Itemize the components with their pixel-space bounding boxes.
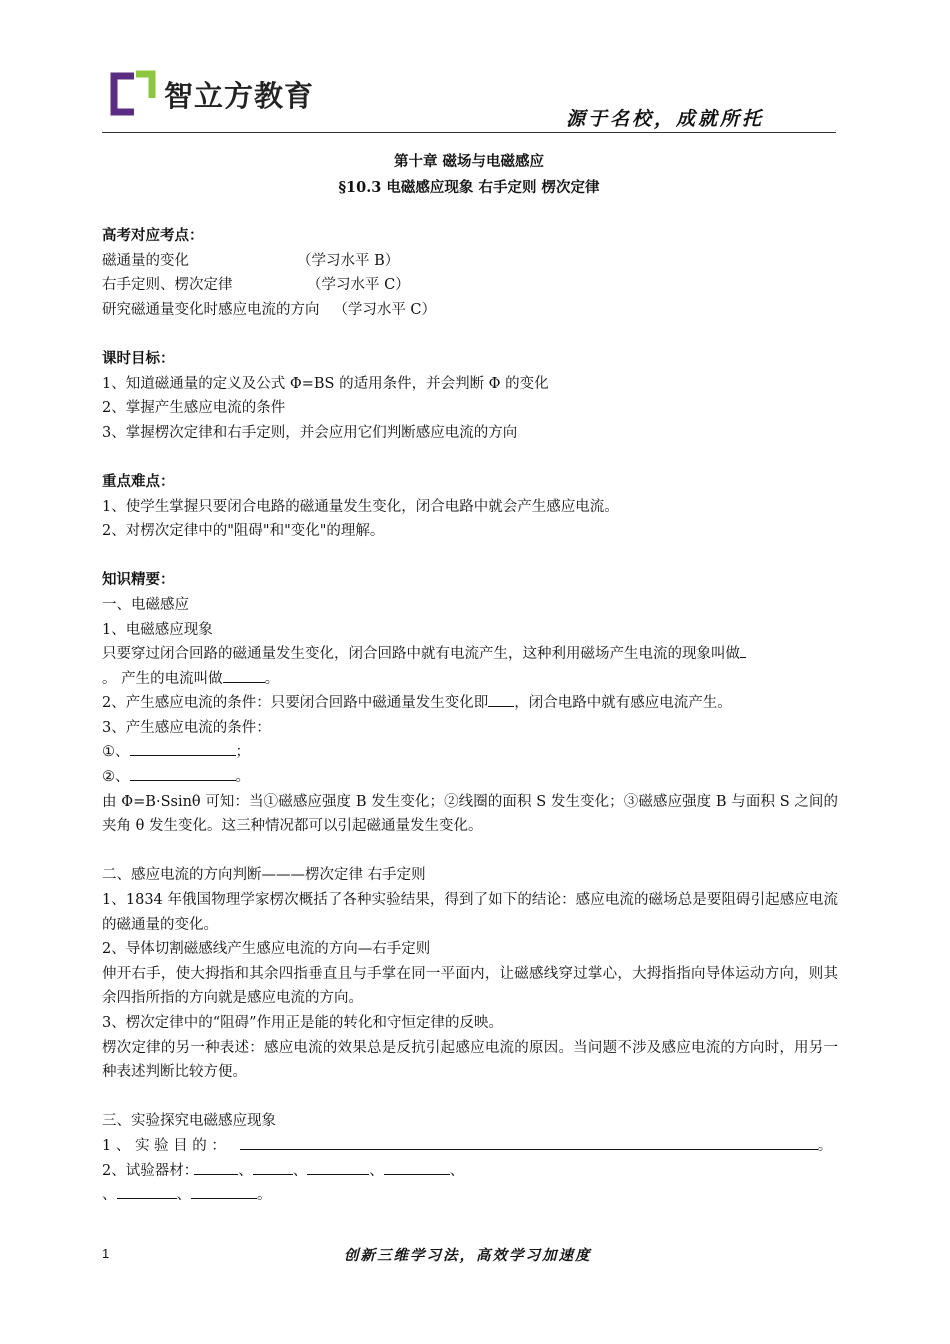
footer-slogan: 创新三维学习法，高效学习加速度	[344, 1247, 592, 1264]
goal-item: 3、掌握楞次定律和右手定则，并会应用它们判断感应电流的方向	[102, 424, 518, 441]
chapter-title: 第十章 磁场与电磁感应	[393, 153, 545, 170]
blank	[488, 692, 514, 707]
blank	[307, 1160, 369, 1175]
header-slogan: 源于名校，成就所托	[565, 108, 764, 130]
p3-title: 3、产生感应电流的条件：	[102, 719, 271, 736]
blank	[194, 1160, 238, 1175]
blank	[223, 668, 265, 683]
exam-point-item: 磁通量的变化 （学习水平 B）	[102, 252, 400, 269]
knowledge-heading: 知识精要：	[102, 571, 175, 589]
blank	[130, 741, 236, 756]
part2-title: 二、感应电流的方向判断———楞次定律 右手定则	[102, 867, 426, 884]
experiment-equipment-cont: 、 、 。	[102, 1183, 838, 1208]
p21-text: 1、1834 年俄国物理学家楞次概括了各种实验结果，得到了如下的结论：感应电流的磁场总是要阻碍引起感应电流的磁通量的变化。	[102, 892, 838, 933]
logo	[104, 68, 314, 120]
goals-heading: 课时目标：	[102, 349, 175, 367]
p22-title: 2、导体切割磁感线产生感应电流的方向—右手定则	[102, 941, 431, 958]
experiment-purpose: 1 、 实 验 目 的 ： 。	[102, 1134, 838, 1159]
blank	[130, 766, 236, 781]
exam-point-item: 右手定则、楞次定律 （学习水平 C）	[102, 277, 410, 294]
key-points-heading: 重点难点：	[102, 472, 175, 490]
blank	[191, 1184, 257, 1199]
main-content	[102, 224, 838, 1208]
key-point-item: 2、对楞次定律中的"阻碍"和"变化"的理解。	[102, 523, 385, 540]
p1-text2: 。 产生的电流叫做 。	[102, 667, 838, 692]
p23-title: 3、楞次定律中的“阻碍”作用正是能的转化和守恒定律的反映。	[102, 1015, 504, 1031]
blank	[253, 1160, 293, 1175]
formula-text: 由 Φ=B·Ssinθ 可知：当①磁感应强度 B 发生变化；②线圈的面积 S 发生变化；③磁感应强度 B 与面积 S 之间的夹角 θ 发生变化。这三种情况都可以引起磁通量发生变化。	[102, 793, 838, 835]
goal-item: 1、知道磁通量的定义及公式 Φ=BS 的适用条件，并会判断 Φ 的变化	[102, 375, 549, 392]
p23-text: 楞次定律的另一种表述：感应电流的效果总是反抗引起感应电流的原因。当问题不涉及感应电流的方向时，用另一种表述判断比较方便。	[102, 1039, 838, 1081]
logo-mark-icon	[104, 68, 156, 120]
goal-item: 2、掌握产生感应电流的条件	[102, 400, 286, 417]
part3-title: 三、实验探究电磁感应现象	[102, 1113, 276, 1130]
part1-title: 一、电磁感应	[102, 596, 189, 613]
exam-point-item: 研究磁通量变化时感应电流的方向 （学习水平 C）	[102, 301, 437, 318]
exam-points-heading: 高考对应考点：	[102, 227, 204, 244]
blank	[240, 1135, 818, 1150]
blank	[384, 1160, 450, 1175]
p22-text: 伸开右手，使大拇指和其余四指垂直且与手掌在同一平面内，让磁感线穿过掌心，大拇指指向导体运动方向，则其余四指所指的方向就是感应电流的方向。	[102, 965, 838, 1007]
blank-line-1: ①、 ；	[102, 740, 838, 765]
logo-text: 智立方教育	[164, 78, 315, 113]
section-title: §10.3 电磁感应现象 右手定则 楞次定律	[338, 179, 600, 196]
page-number: 1	[102, 1246, 110, 1261]
blank	[740, 643, 746, 658]
header-divider	[102, 132, 836, 133]
blank-line-2: ②、 。	[102, 765, 838, 790]
blank	[117, 1184, 177, 1199]
p1-text: 只要穿过闭合回路的磁通量发生变化，闭合回路中就有电流产生，这种利用磁场产生电流的现象叫做	[102, 642, 838, 667]
p1-title: 1、电磁感应现象	[102, 621, 213, 638]
experiment-equipment: 2、试验器材： 、 、 、 、	[102, 1159, 838, 1184]
p2-text: 2、产生感应电流的条件：只要闭合回路中磁通量发生变化即 ，闭合电路中就有感应电流产生。	[102, 691, 838, 716]
key-point-item: 1、使学生掌握只要闭合电路的磁通量发生变化，闭合电路中就会产生感应电流。	[102, 498, 619, 515]
